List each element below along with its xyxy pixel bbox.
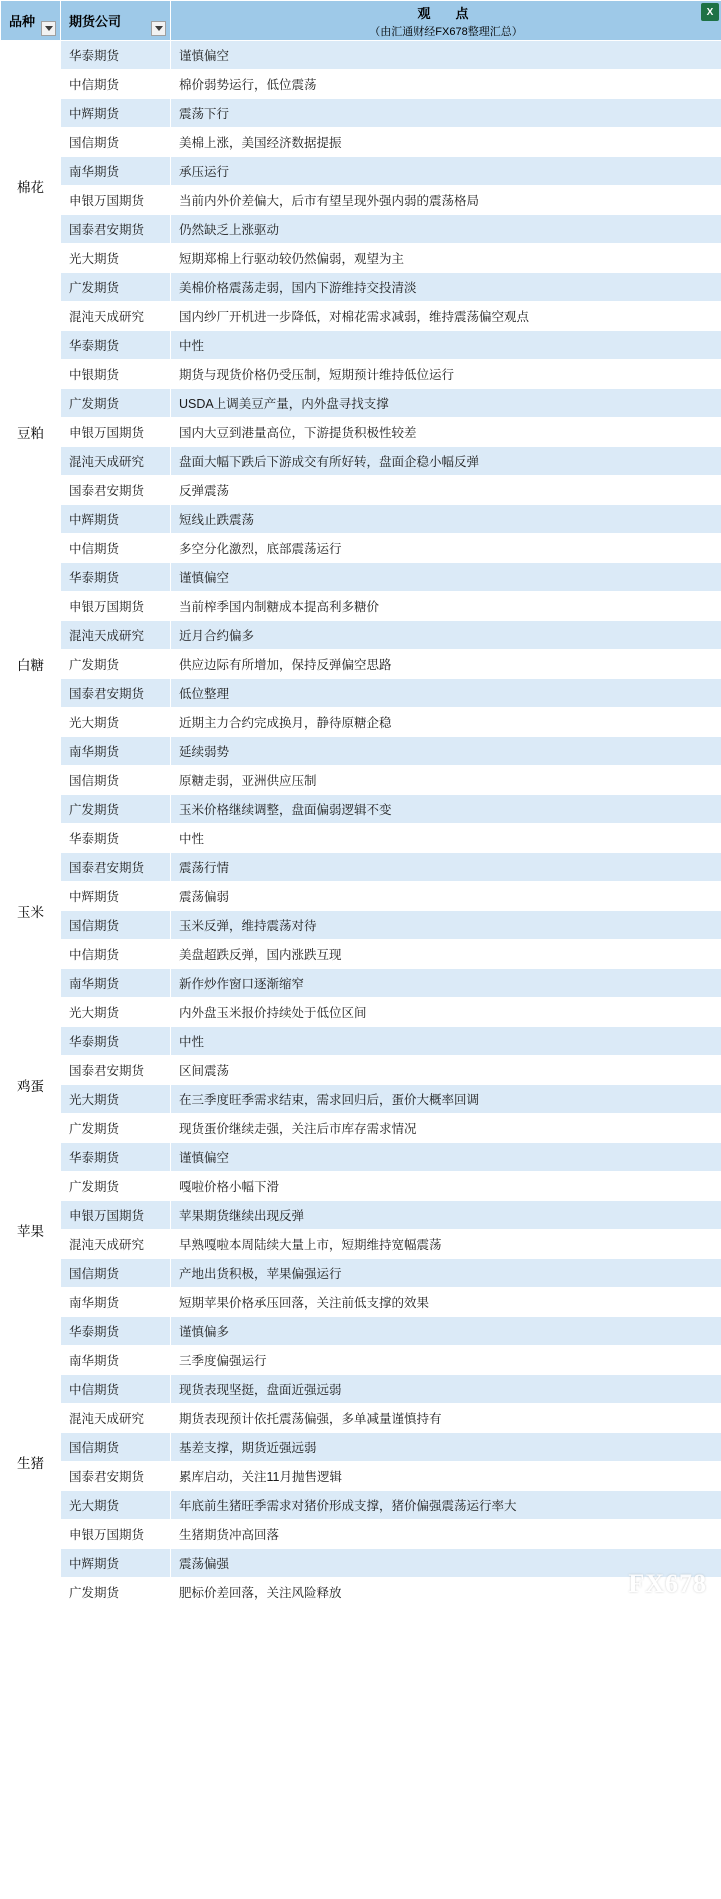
table-row (1, 1578, 721, 1607)
filter-dropdown-icon-category[interactable] (41, 21, 56, 36)
table-row (1, 1462, 721, 1491)
table-row (1, 360, 721, 389)
firm-cell: 国信期货 (61, 1433, 171, 1462)
category-cell: 豆粕 (1, 331, 61, 534)
table-row (1, 766, 721, 795)
firm-cell: 中辉期货 (61, 882, 171, 911)
view-cell: 短期郑棉上行驱动较仍然偏弱，观望为主 (171, 244, 721, 273)
view-cell: 肥标价差回落，关注风险释放 (171, 1578, 721, 1607)
firm-cell: 申银万国期货 (61, 1520, 171, 1549)
firm-cell: 广发期货 (61, 1114, 171, 1143)
view-cell: 近月合约偏多 (171, 621, 721, 650)
view-cell: 谨慎偏空 (171, 563, 721, 592)
firm-cell: 光大期货 (61, 244, 171, 273)
view-cell: 震荡偏强 (171, 1549, 721, 1578)
view-cell: 美棉价格震荡走弱，国内下游维持交投清淡 (171, 273, 721, 302)
firm-cell: 申银万国期货 (61, 186, 171, 215)
view-cell: 新作炒作窗口逐渐缩窄 (171, 969, 721, 998)
firm-cell: 混沌天成研究 (61, 621, 171, 650)
view-cell: 内外盘玉米报价持续处于低位区间 (171, 998, 721, 1027)
firm-cell: 中辉期货 (61, 505, 171, 534)
view-cell: 震荡行情 (171, 853, 721, 882)
firm-cell: 中信期货 (61, 534, 171, 563)
firm-cell: 混沌天成研究 (61, 1404, 171, 1433)
table-row (1, 1114, 721, 1143)
firm-cell: 广发期货 (61, 1578, 171, 1607)
view-cell: 现货表现坚挺，盘面近强远弱 (171, 1375, 721, 1404)
table-row (1, 1375, 721, 1404)
view-cell: 棉价弱势运行，低位震荡 (171, 70, 721, 99)
firm-cell: 国信期货 (61, 911, 171, 940)
view-cell: 玉米反弹，维持震荡对待 (171, 911, 721, 940)
table-row (1, 1288, 721, 1317)
table-row (1, 331, 721, 360)
firm-cell: 中辉期货 (61, 1549, 171, 1578)
view-cell: 三季度偏强运行 (171, 1346, 721, 1375)
view-cell: 产地出货积极，苹果偏强运行 (171, 1259, 721, 1288)
firm-cell: 光大期货 (61, 708, 171, 737)
table-row (1, 824, 721, 853)
view-cell: 谨慎偏多 (171, 1317, 721, 1346)
view-cell: 中性 (171, 1027, 721, 1056)
view-cell: 反弹震荡 (171, 476, 721, 505)
firm-cell: 华泰期货 (61, 563, 171, 592)
firm-cell: 广发期货 (61, 650, 171, 679)
view-cell: 美棉上涨，美国经济数据提振 (171, 128, 721, 157)
view-cell: 期货与现货价格仍受压制，短期预计维持低位运行 (171, 360, 721, 389)
table-row (1, 1520, 721, 1549)
view-cell: 原糖走弱，亚洲供应压制 (171, 766, 721, 795)
view-cell: 承压运行 (171, 157, 721, 186)
firm-cell: 广发期货 (61, 795, 171, 824)
firm-cell: 光大期货 (61, 998, 171, 1027)
table-row (1, 534, 721, 563)
table-row (1, 418, 721, 447)
view-cell: 近期主力合约完成换月，静待原糖企稳 (171, 708, 721, 737)
table-row (1, 708, 721, 737)
table-row (1, 1317, 721, 1346)
firm-cell: 中银期货 (61, 360, 171, 389)
column-header-view (171, 1, 721, 41)
firm-cell: 国泰君安期货 (61, 215, 171, 244)
table-row (1, 273, 721, 302)
firm-cell: 国泰君安期货 (61, 1056, 171, 1085)
view-cell: 震荡偏弱 (171, 882, 721, 911)
category-cell: 鸡蛋 (1, 1027, 61, 1143)
firm-cell: 光大期货 (61, 1085, 171, 1114)
table-row (1, 1491, 721, 1520)
firm-cell: 混沌天成研究 (61, 302, 171, 331)
view-cell: 在三季度旺季需求结束，需求回归后，蛋价大概率回调 (171, 1085, 721, 1114)
category-cell: 白糖 (1, 534, 61, 795)
category-cell: 棉花 (1, 41, 61, 331)
firm-cell: 国信期货 (61, 1259, 171, 1288)
table-row (1, 592, 721, 621)
view-cell: 谨慎偏空 (171, 41, 721, 70)
table-row (1, 215, 721, 244)
view-cell: 短期苹果价格承压回落，关注前低支撑的效果 (171, 1288, 721, 1317)
table-row (1, 1143, 721, 1172)
firm-cell: 申银万国期货 (61, 1201, 171, 1230)
table-row (1, 157, 721, 186)
firm-cell: 申银万国期货 (61, 418, 171, 447)
table-row (1, 1172, 721, 1201)
table-row (1, 302, 721, 331)
view-cell: 当前榨季国内制糖成本提高利多糖价 (171, 592, 721, 621)
table-header-row (1, 1, 721, 41)
column-header-view-label: 观 点 (417, 5, 475, 21)
table-row (1, 679, 721, 708)
table-row (1, 650, 721, 679)
view-cell: 当前内外价差偏大，后市有望呈现外强内弱的震荡格局 (171, 186, 721, 215)
firm-cell: 混沌天成研究 (61, 447, 171, 476)
column-header-category-label: 品种 (9, 14, 36, 29)
view-cell: 供应边际有所增加，保持反弹偏空思路 (171, 650, 721, 679)
view-cell: 玉米价格继续调整，盘面偏弱逻辑不变 (171, 795, 721, 824)
filter-dropdown-icon-firm[interactable] (151, 21, 166, 36)
view-cell: 现货蛋价继续走强，关注后市库存需求情况 (171, 1114, 721, 1143)
firm-cell: 申银万国期货 (61, 592, 171, 621)
category-cell: 苹果 (1, 1143, 61, 1317)
firm-cell: 国泰君安期货 (61, 1462, 171, 1491)
table-row (1, 563, 721, 592)
table-row (1, 1230, 721, 1259)
table-row (1, 940, 721, 969)
view-cell: 短线止跌震荡 (171, 505, 721, 534)
view-cell: 国内纱厂开机进一步降低，对棉花需求减弱，维持震荡偏空观点 (171, 302, 721, 331)
firm-cell: 国泰君安期货 (61, 679, 171, 708)
view-cell: 年底前生猪旺季需求对猪价形成支撑，猪价偏强震荡运行率大 (171, 1491, 721, 1520)
firm-cell: 光大期货 (61, 1491, 171, 1520)
firm-cell: 国泰君安期货 (61, 476, 171, 505)
table-row (1, 70, 721, 99)
view-cell: 多空分化激烈，底部震荡运行 (171, 534, 721, 563)
firm-cell: 国信期货 (61, 128, 171, 157)
table-row (1, 186, 721, 215)
firm-cell: 华泰期货 (61, 1317, 171, 1346)
table-row (1, 621, 721, 650)
view-cell: 延续弱势 (171, 737, 721, 766)
view-cell: 盘面大幅下跌后下游成交有所好转，盘面企稳小幅反弹 (171, 447, 721, 476)
table-row (1, 41, 721, 70)
table-row (1, 1201, 721, 1230)
excel-logo-badge: X (701, 3, 719, 21)
firm-cell: 广发期货 (61, 1172, 171, 1201)
table-row (1, 99, 721, 128)
table-row (1, 969, 721, 998)
column-header-category (1, 1, 61, 41)
firm-cell: 南华期货 (61, 1288, 171, 1317)
column-header-view-sublabel: （由汇通财经FX678整理汇总） (369, 25, 523, 38)
table-row (1, 505, 721, 534)
column-header-firm-label: 期货公司 (69, 14, 122, 29)
table-row (1, 128, 721, 157)
view-cell: USDA上调美豆产量，内外盘寻找支撑 (171, 389, 721, 418)
firm-cell: 中信期货 (61, 1375, 171, 1404)
table-row (1, 911, 721, 940)
table-row (1, 1085, 721, 1114)
table-row (1, 737, 721, 766)
table-row (1, 447, 721, 476)
firm-cell: 南华期货 (61, 1346, 171, 1375)
table-row (1, 998, 721, 1027)
category-cell: 生猪 (1, 1317, 61, 1607)
firm-cell: 南华期货 (61, 969, 171, 998)
firm-cell: 华泰期货 (61, 824, 171, 853)
firm-cell: 国信期货 (61, 766, 171, 795)
view-cell: 累库启动，关注11月抛售逻辑 (171, 1462, 721, 1491)
category-cell: 玉米 (1, 795, 61, 1027)
firm-cell: 华泰期货 (61, 1027, 171, 1056)
view-cell: 美盘超跌反弹，国内涨跌互现 (171, 940, 721, 969)
table-row (1, 795, 721, 824)
firm-cell: 中信期货 (61, 70, 171, 99)
table-row (1, 853, 721, 882)
view-cell: 生猪期货冲高回落 (171, 1520, 721, 1549)
column-header-firm (61, 1, 171, 41)
view-cell: 低位整理 (171, 679, 721, 708)
firm-cell: 中信期货 (61, 940, 171, 969)
view-cell: 早熟嘎啦本周陆续大量上市，短期维持宽幅震荡 (171, 1230, 721, 1259)
table-row (1, 1404, 721, 1433)
table-row (1, 1433, 721, 1462)
table-row (1, 1027, 721, 1056)
table-row (1, 1549, 721, 1578)
view-cell: 嘎啦价格小幅下滑 (171, 1172, 721, 1201)
view-cell: 国内大豆到港量高位，下游提货积极性较差 (171, 418, 721, 447)
view-cell: 仍然缺乏上涨驱动 (171, 215, 721, 244)
view-cell: 区间震荡 (171, 1056, 721, 1085)
table-row (1, 1346, 721, 1375)
view-cell: 中性 (171, 824, 721, 853)
firm-cell: 华泰期货 (61, 1143, 171, 1172)
firm-cell: 华泰期货 (61, 331, 171, 360)
firm-cell: 南华期货 (61, 737, 171, 766)
view-cell: 谨慎偏空 (171, 1143, 721, 1172)
table-row (1, 244, 721, 273)
table-row (1, 1056, 721, 1085)
view-cell: 震荡下行 (171, 99, 721, 128)
table-row (1, 1259, 721, 1288)
watermark: FX678 (628, 1569, 707, 1598)
firm-cell: 南华期货 (61, 157, 171, 186)
table-row (1, 389, 721, 418)
view-cell: 期货表现预计依托震荡偏强，多单减量谨慎持有 (171, 1404, 721, 1433)
firm-cell: 中辉期货 (61, 99, 171, 128)
firm-cell: 华泰期货 (61, 41, 171, 70)
table-row (1, 476, 721, 505)
table-body (1, 41, 721, 1607)
firm-cell: 广发期货 (61, 273, 171, 302)
table-row (1, 882, 721, 911)
view-cell: 苹果期货继续出现反弹 (171, 1201, 721, 1230)
view-cell: 基差支撑，期货近强远弱 (171, 1433, 721, 1462)
view-cell: 中性 (171, 331, 721, 360)
firm-cell: 混沌天成研究 (61, 1230, 171, 1259)
firm-cell: 广发期货 (61, 389, 171, 418)
firm-cell: 国泰君安期货 (61, 853, 171, 882)
